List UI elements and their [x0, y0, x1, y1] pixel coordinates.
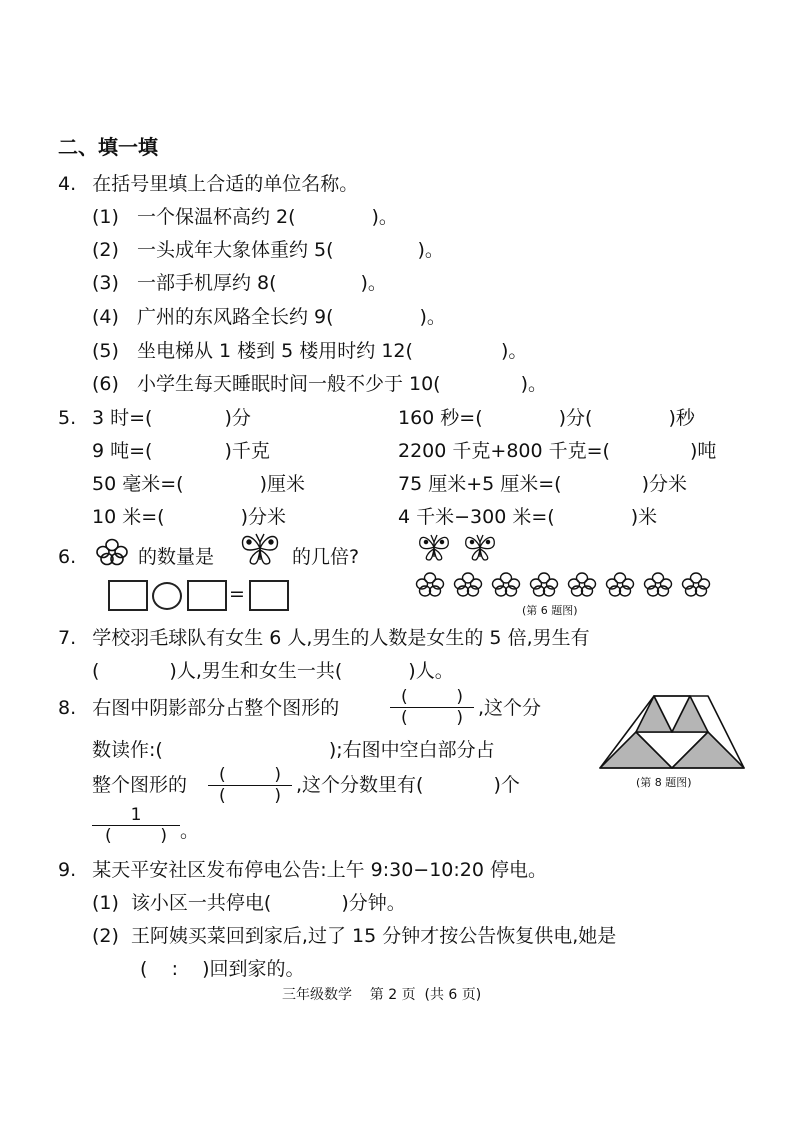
q9-item-close: )分钟。 [341, 892, 406, 914]
q5-unit: )分米 [641, 473, 688, 495]
q4-item-1 [92, 204, 398, 230]
flower-icon [493, 573, 520, 596]
flower-icon [645, 573, 672, 596]
q5-expr: 75 厘米+5 厘米=( [398, 473, 562, 495]
flower-icon [683, 573, 710, 596]
fraction-denominator[interactable]: ( ) [219, 786, 281, 806]
q5-right-3 [398, 471, 687, 497]
flower-icon [607, 573, 634, 596]
q8-text: );右图中空白部分占 [328, 739, 495, 761]
q5-unit: )米 [630, 506, 658, 528]
q8-number: 8. [58, 697, 77, 719]
fraction-denominator[interactable]: ( ) [401, 708, 463, 728]
q5-unit: )厘米 [259, 473, 305, 495]
q8-text: 右图中阴影部分占整个图形的 [92, 697, 340, 719]
flower-icon [417, 573, 444, 596]
q9-item-text: 该小区一共停电( [130, 892, 272, 914]
fraction-shaded[interactable] [388, 688, 476, 727]
q5-left-1 [92, 405, 251, 431]
q5-left-2 [92, 438, 270, 464]
q5-left-3 [92, 471, 305, 497]
q5-unit: )千克 [224, 440, 270, 462]
q4-item-close: )。 [520, 373, 548, 395]
q4-item-text: 坐电梯从 1 楼到 5 楼用时约 12( [136, 340, 413, 362]
q5-expr: 4 千米−300 米=( [398, 506, 555, 528]
q5-expr: 10 米=( [92, 506, 165, 528]
fraction-blank[interactable] [206, 766, 294, 805]
flower-icon [455, 573, 482, 596]
q5-right-4 [398, 504, 657, 530]
q4-item-label: (6) [92, 373, 119, 395]
q8-line-3-rest [296, 772, 520, 798]
q4-item-close: )。 [500, 340, 528, 362]
q8-text: )个 [493, 774, 520, 796]
q4-item-2 [92, 237, 444, 263]
butterfly-icon [420, 535, 449, 560]
q5-right-1 [398, 405, 695, 431]
q4-item-label: (5) [92, 340, 119, 362]
q8-line-1 [58, 695, 339, 721]
q7-number: 7. [58, 627, 77, 649]
q5-expr: 3 时=( [92, 407, 153, 429]
q4-item-text: 一个保温杯高约 2( [136, 206, 296, 228]
q5-number: 5. [58, 407, 77, 429]
q4-item-close: )。 [371, 206, 398, 228]
q4-item-3 [92, 270, 387, 296]
q4-prompt: 在括号里填上合适的单位名称。 [92, 173, 359, 195]
q4-item-label: (3) [92, 272, 119, 294]
q4-item-text: 一头成年大象体重约 5( [136, 239, 334, 261]
q7-line-1 [58, 625, 590, 651]
flower-icon [569, 573, 596, 596]
q4-item-text: 小学生每天睡眠时间一般不少于 10( [136, 373, 441, 395]
q4-number: 4. [58, 173, 77, 195]
butterfly-icon [238, 530, 282, 568]
q6-text-a: 的数量是 [138, 546, 215, 568]
q8-text: ,这个分数里有( [296, 774, 424, 796]
q5-expr: 160 秒=( [398, 407, 483, 429]
q7-text: ( [92, 660, 100, 682]
q9-number: 9. [58, 859, 77, 881]
q5-left-4 [92, 504, 286, 530]
q8-triangle-figure [598, 694, 758, 770]
q5-expr: 2200 千克+800 千克=( [398, 440, 610, 462]
q4-item-text: 广州的东风路全长约 9( [136, 306, 334, 328]
q6-number: 6. [58, 546, 77, 568]
answer-box-3[interactable] [249, 580, 289, 611]
q4-item-close: )。 [360, 272, 387, 294]
q9-prompt: 某天平安社区发布停电公告:上午 9:30−10:20 停电。 [92, 859, 548, 881]
q4-item-4 [92, 304, 446, 330]
q5-unit: )吨 [689, 440, 717, 462]
q9-item-text: 王阿姨买菜回到家后,过了 15 分钟才按公告恢复供电,她是 [130, 925, 617, 947]
q4-item-label: (1) [92, 206, 119, 228]
q5-unit: )秒 [668, 407, 695, 429]
q6-text-b: 的几倍? [292, 546, 360, 568]
answer-box-1[interactable] [108, 580, 148, 611]
q9-item-label: (1) [92, 892, 119, 914]
q7-text: )人,男生和女生一共( [169, 660, 343, 682]
q8-end: 。 [180, 820, 200, 842]
q9-line-1 [58, 857, 547, 883]
q7-text: 学校羽毛球队有女生 6 人,男生的人数是女生的 5 倍,男生有 [92, 627, 590, 649]
fraction-numerator: 1 [130, 805, 142, 825]
q8-text: 整个图形的 [92, 774, 188, 796]
q9-item-2 [92, 923, 616, 949]
q4-item-label: (2) [92, 239, 119, 261]
q5-unit: )分米 [240, 506, 286, 528]
q4-item-5 [92, 338, 527, 364]
fraction-denominator[interactable]: ( ) [105, 826, 167, 846]
q5-expr: 9 吨=( [92, 440, 153, 462]
q5-unit: )分( [558, 407, 593, 429]
q4-item-label: (4) [92, 306, 119, 328]
q5-unit: )分 [224, 407, 251, 429]
q4-prompt-line [58, 171, 358, 197]
q4-item-close: )。 [417, 239, 444, 261]
q4-item-text: 一部手机厚约 8( [136, 272, 277, 294]
section-title: 二、填一填 [58, 135, 158, 159]
q7-line-2 [92, 658, 454, 684]
q8-text: 数读作:( [92, 739, 163, 761]
q7-text: )人。 [408, 660, 454, 682]
page-footer: 三年级数学 第 2 页 (共 6 页) [282, 987, 482, 1003]
fraction-numerator[interactable]: ( ) [219, 765, 281, 785]
flower-icon [531, 573, 558, 596]
q4-item-close: )。 [419, 306, 446, 328]
fraction-numerator[interactable]: ( ) [401, 687, 463, 707]
flower-icon [94, 538, 130, 566]
equals-sign: = [229, 583, 245, 605]
q8-text: ,这个分 [478, 697, 542, 719]
q9-item-1 [92, 890, 406, 916]
q5-right-2 [398, 438, 716, 464]
q6-caption: (第 6 题图) [522, 604, 578, 617]
q9-item-label: (2) [92, 925, 119, 947]
q5-expr: 50 毫米=( [92, 473, 184, 495]
q4-item-6 [92, 371, 547, 397]
q8-caption: (第 8 题图) [636, 776, 692, 789]
butterfly-icon [466, 535, 495, 560]
fraction-unit[interactable] [90, 806, 182, 845]
answer-box-2[interactable] [187, 580, 227, 611]
operator-circle[interactable] [152, 582, 182, 610]
q9-time-answer[interactable]: ( : )回到家的。 [140, 958, 305, 980]
q8-line-2 [92, 737, 495, 763]
